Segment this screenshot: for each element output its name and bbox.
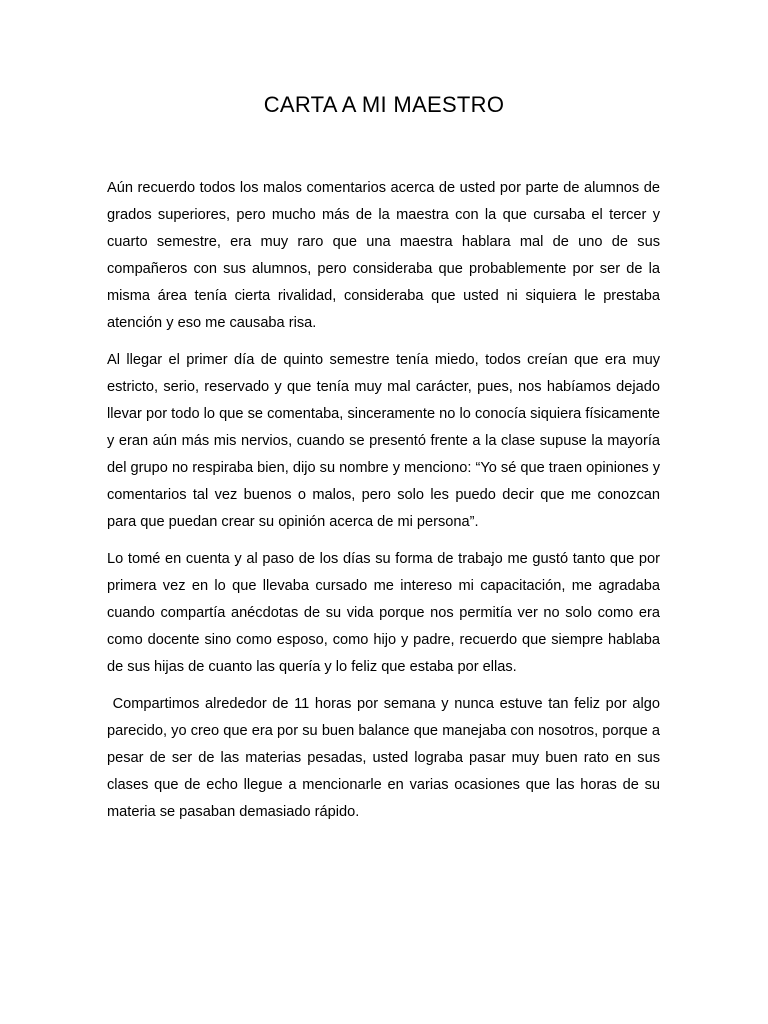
- paragraph-2: Al llegar el primer día de quinto semestre tenía miedo, todos creían que era muy estricto, serio, reservado y que tenía muy mal carácter, pues, nos habíamos dejado llevar por todo lo que se comentaba, sinceramente no lo conocía siquiera físicamente y eran aún más mis nervios, cuando se presentó frente a la clase supuse la mayoría del grupo no respiraba bien, dijo su nombre y menciono: “Yo sé que traen opiniones y comentarios tal vez buenos o malos, pero solo les puedo decir que me conozcan para que puedan crear su opinión acerca de mi persona”.: [107, 352, 660, 530]
- paragraph-3: Lo tomé en cuenta y al paso de los días su forma de trabajo me gustó tanto que por primera vez en lo que llevaba cursado me intereso mi capacitación, me agradaba cuando compartía anécdotas de su vida porque nos permitía ver no solo como era como docente sino como esposo, como hijo y padre, recuerdo que siempre hablaba de sus hijas de cuanto las quería y lo feliz que estaba por ellas.: [107, 551, 660, 675]
- document-title: CARTA A MI MAESTRO: [263, 92, 505, 117]
- document-body: [107, 175, 665, 836]
- paragraph-4: Compartimos alrededor de 11 horas por semana y nunca estuve tan feliz por algo parecido, yo creo que era por su buen balance que manejaba con nosotros, porque a pesar de ser de las materias pesadas, usted lograba pasar muy buen rato en sus clases que de echo llegue a mencionarle en varias ocasiones que las horas de su materia se pasaban demasiado rápido.: [107, 696, 665, 820]
- paragraph-1: Aún recuerdo todos los malos comentarios acerca de usted por parte de alumnos de grados superiores, pero mucho más de la maestra con la que cursaba el tercer y cuarto semestre, era muy raro que una maestra hablara mal de uno de sus compañeros con sus alumnos, pero consideraba que probablemente por ser de la misma área tenía cierta rivalidad, consideraba que usted ni siquiera le prestaba atención y eso me causaba risa.: [107, 180, 660, 331]
